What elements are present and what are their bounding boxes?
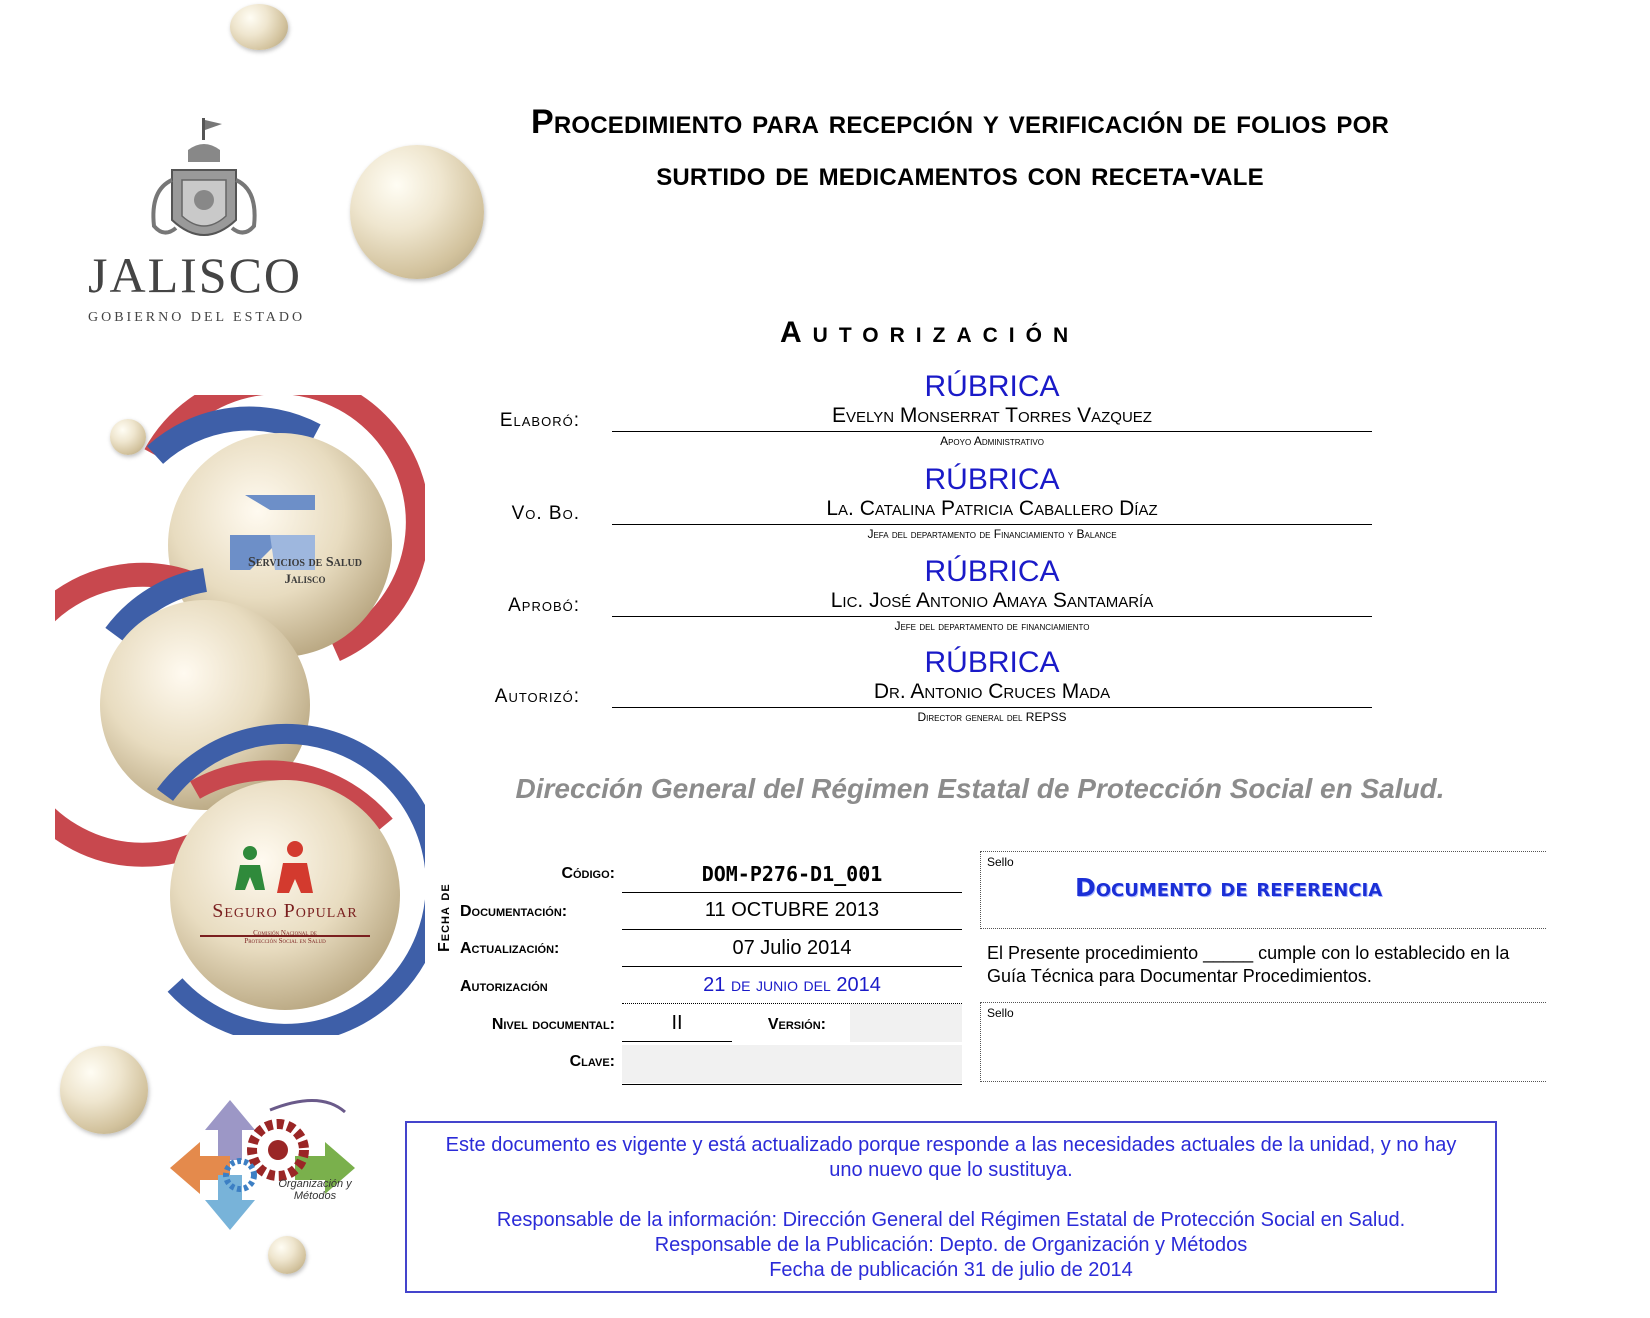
notice-line-2: Responsable de la información: Dirección General del Régimen Estatal de Protección Social en Salud. — [496, 1209, 1406, 1231]
direccion-general: Dirección General del Régimen Estatal de Protección Social en Salud. — [515, 773, 1445, 804]
title-line-1: Procedimiento para recepción y verificación de folios por — [530, 103, 1390, 141]
actualizacion-line — [622, 966, 962, 967]
autorizacion-fecha-label: Autorización — [460, 978, 548, 995]
signature-role-3: Jefe del departamento de financiamiento — [894, 619, 1090, 633]
jalisco-logo — [80, 110, 330, 330]
signature-line-2 — [612, 524, 1372, 525]
signature-label-3: Aprobó: — [508, 595, 580, 616]
ssj-line2: Jalisco — [284, 571, 326, 586]
codigo-label: Código: — [561, 865, 615, 882]
notice-line-1: Este documento es vigente y está actualizado porque responde a las necesidades actuales de la unidad, y no hay uno nuevo que lo sustituya. — [445, 1134, 1457, 1181]
sello-label-2: Sello — [987, 1006, 1014, 1020]
signature-role-1: Apoyo Administrativo — [940, 434, 1044, 448]
title-line-2: surtido de medicamentos con receta-vale — [656, 155, 1264, 193]
signature-label-1: Elaboró: — [499, 410, 580, 431]
clave-label: Clave: — [569, 1053, 615, 1070]
seguro-popular-name: Seguro Popular — [212, 900, 358, 922]
sello-label-1: Sello — [987, 855, 1014, 869]
rubrica-4: RÚBRICA — [924, 646, 1060, 679]
documentacion-label: Documentación: — [460, 903, 568, 920]
sello-box-bottom — [980, 1002, 1546, 1082]
coat-of-arms-icon — [80, 110, 330, 260]
rubrica-1: RÚBRICA — [924, 370, 1060, 403]
document-title — [370, 96, 1550, 200]
documentacion-value: 11 OCTUBRE 2013 — [704, 899, 880, 921]
codigo-line — [622, 892, 962, 893]
fecha-de-label: Fecha de — [436, 883, 453, 952]
seguro-popular-sub2: Protección Social en Salud — [244, 937, 326, 945]
signature-name-1: Evelyn Monserrat Torres Vazquez — [832, 404, 1152, 427]
vigencia-notice — [405, 1121, 1497, 1293]
decor-sphere-bottom-left — [60, 1046, 148, 1134]
seguro-popular-sub1: Comisión Nacional de — [253, 929, 317, 937]
nivel-value: II — [671, 1012, 683, 1034]
signature-role-2: Jefa del departamento de Financiamiento y Balance — [867, 527, 1117, 541]
organizacion-metodos-text — [255, 1178, 375, 1202]
ssj-line1: Servicios de Salud — [248, 555, 362, 570]
version-field — [850, 1004, 962, 1042]
signature-line-3 — [612, 616, 1372, 617]
signature-name-4: Dr. Antonio Cruces Mada — [873, 680, 1111, 703]
notice-line-3: Responsable de la Publicación: Depto. de Organización y Métodos — [654, 1234, 1248, 1256]
documentacion-line — [622, 929, 962, 930]
version-label: Versión: — [767, 1016, 826, 1033]
om-line2: Métodos — [293, 1190, 337, 1202]
signature-line-1 — [612, 431, 1372, 432]
documento-referencia-stamp: Documento de referencia — [1075, 873, 1383, 902]
autorizacion-heading: Autorización — [780, 316, 1080, 349]
ssj-logo-text — [225, 555, 385, 587]
jalisco-name: JALISCO — [88, 247, 303, 303]
organizacion-metodos-logo — [160, 1090, 370, 1230]
jalisco-subtitle: GOBIERNO DEL ESTADO — [88, 310, 306, 325]
nivel-label: Nivel documental: — [491, 1016, 615, 1033]
seguro-popular-logo-text — [190, 900, 380, 945]
notice-line-4: Fecha de publicación 31 de julio de 2014 — [769, 1259, 1133, 1281]
signature-label-2: Vo. Bo. — [511, 503, 580, 524]
om-line1: Organización y — [278, 1178, 352, 1190]
clave-line — [622, 1084, 962, 1085]
clave-field — [622, 1045, 962, 1083]
signature-name-3: Lic. José Antonio Amaya Santamaría — [830, 589, 1154, 612]
sello-statement: El Presente procedimiento _____ cumple con lo establecido en la Guía Técnica para Documentar Procedimientos. — [987, 943, 1510, 986]
codigo-value: DOM-P276-D1_001 — [701, 862, 883, 886]
signature-role-4: Director general del REPSS — [917, 710, 1067, 724]
decor-sphere-small-bottom — [268, 1236, 306, 1274]
actualizacion-label: Actualización: — [460, 940, 560, 957]
signature-label-4: Autorizó: — [494, 686, 580, 707]
autorizacion-fecha-value: 21 de junio del 2014 — [703, 974, 881, 996]
nivel-line — [622, 1041, 732, 1042]
signature-name-2: La. Catalina Patricia Caballero Díaz — [826, 497, 1158, 520]
rubrica-3: RÚBRICA — [924, 555, 1060, 588]
decor-sphere-top — [230, 4, 288, 50]
rubrica-2: RÚBRICA — [924, 463, 1060, 496]
actualizacion-value: 07 Julio 2014 — [732, 937, 852, 959]
signature-line-4 — [612, 707, 1372, 708]
